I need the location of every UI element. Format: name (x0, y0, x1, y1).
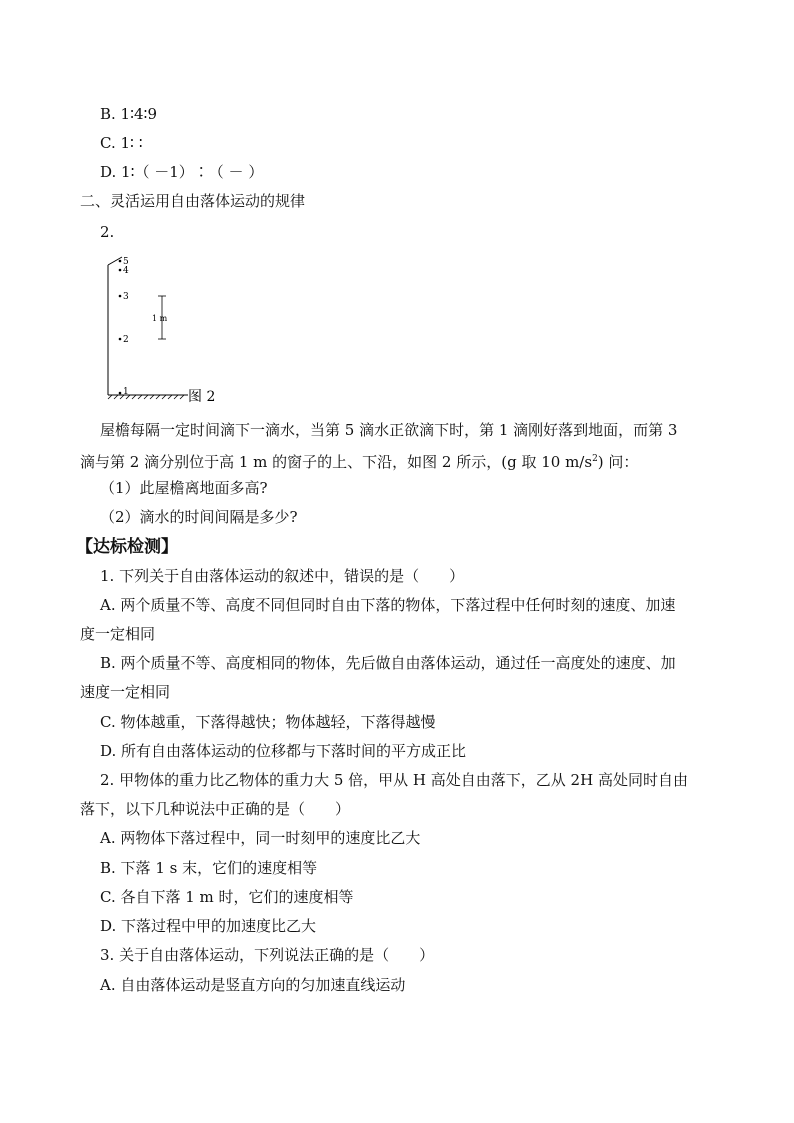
question-1: （1）此屋檐离地面多高? (100, 479, 268, 497)
check-q1: 1. 下列关于自由落体运动的叙述中，错误的是（ ） (100, 567, 465, 585)
drop-2 (119, 338, 122, 341)
check-q1-c: C. 物体越重，下落得越快；物体越轻，下落得越慢 (100, 713, 436, 731)
check-heading: 【达标检测】 (76, 537, 178, 557)
check-q1-b-2: 速度一定相同 (80, 683, 171, 701)
example-number: 2. (100, 223, 115, 241)
label-3: 3 (123, 292, 129, 302)
check-q2-2: 落下，以下几种说法中正确的是（ ） (80, 800, 351, 818)
check-q2-b: B. 下落 1 s 末，它们的速度相等 (100, 859, 318, 877)
question-2: （2）滴水的时间间隔是多少? (100, 508, 298, 526)
option-b: B. 1∶4∶9 (100, 105, 157, 123)
check-q2-c: C. 各自下落 1 m 时，它们的速度相等 (100, 888, 354, 906)
label-5: 5 (123, 257, 129, 267)
check-q1-b-1: B. 两个质量不等、高度相同的物体，先后做自由落体运动，通过任一高度处的速度、加 (100, 654, 676, 672)
check-q1-d: D. 所有自由落体运动的位移都与下落时间的平方成正比 (100, 742, 467, 760)
check-q1-a-2: 度一定相同 (80, 625, 156, 643)
drop-4 (119, 269, 122, 272)
check-q1-a-1: A. 两个质量不等、高度不同但同时自由下落的物体，下落过程中任何时刻的速度、加速 (100, 596, 676, 614)
section-heading: 二、灵活运用自由落体运动的规律 (80, 192, 306, 210)
problem-line-2: 滴与第 2 滴分别位于高 1 m 的窗子的上、下沿，如图 2 所示，(g 取 10 $m/s^2$) 问： (80, 453, 639, 471)
check-q3: 3. 关于自由落体运动，下列说法正确的是（ ） (100, 946, 435, 964)
label-4: 4 (123, 266, 129, 276)
check-q2-a: A. 两物体下落过程中，同一时刻甲的速度比乙大 (100, 829, 421, 847)
label-2: 2 (123, 335, 129, 345)
label-1: 1 (123, 387, 129, 397)
option-d: D. 1∶（ －1）∶（ － ） (100, 163, 264, 181)
drop-1 (119, 392, 122, 395)
water-drop-figure (100, 255, 230, 405)
drop-3 (119, 295, 122, 298)
check-q2-d: D. 下落过程中甲的加速度比乙大 (100, 917, 317, 935)
check-q2-1: 2. 甲物体的重力比乙物体的重力大 5 倍，甲从 H 高处自由落下，乙从 2H 高处同时自由 (100, 771, 688, 789)
figure-caption: 图 2 (188, 389, 216, 405)
problem-line-1: 屋檐每隔一定时间滴下一滴水，当第 5 滴水正欲滴下时，第 1 滴刚好落到地面，而第 3 (100, 421, 678, 439)
distance-label: 1 m (152, 314, 168, 323)
check-q3-a: A. 自由落体运动是竖直方向的匀加速直线运动 (100, 976, 406, 994)
drop-5 (119, 260, 122, 263)
ground-hatch (108, 395, 184, 399)
option-c: C. 1∶ ∶ (100, 134, 143, 152)
